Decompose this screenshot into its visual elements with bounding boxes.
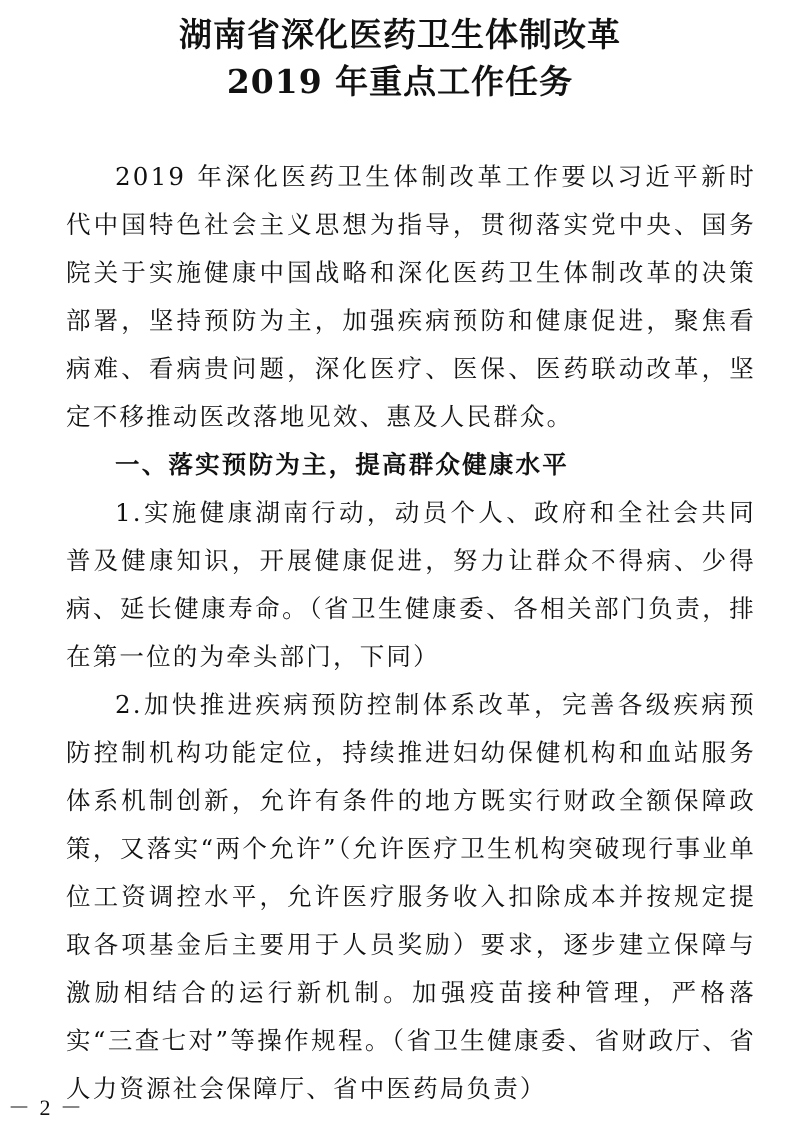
intro-paragraph: 2019 年深化医药卫生体制改革工作要以习近平新时代中国特色社会主义思想为指导，贯彻落实党中央、国务院关于实施健康中国战略和深化医药卫生体制改革的决策部署，坚持预防为主，加强疾病预防和健康促进，聚焦看病难、看病贵问题，深化医疗、医保、医药联动改革，坚定不移推动医改落地见效、惠及人民群众。 <box>66 162 756 431</box>
page-number: － 2 － <box>8 1095 85 1120</box>
document-title-line-1: 湖南省深化医药卫生体制改革 <box>179 15 621 54</box>
section-heading-1: 一、落实预防为主，提高群众健康水平 <box>115 450 569 479</box>
task-item-1: 1.实施健康湖南行动，动员个人、政府和全社会共同普及健康知识，开展健康促进，努力让群众不得病、少得病、延长健康寿命。（省卫生健康委、各相关部门负责，排在第一位的为牵头部门，下同） <box>66 498 756 671</box>
document-body <box>66 153 756 1113</box>
task-item-2: 2.加快推进疾病预防控制体系改革，完善各级疾病预防控制机构功能定位，持续推进妇幼保健机构和血站服务体系机制创新，允许有条件的地方既实行财政全额保障政策，又落实“两个允许”（允许医疗卫生机构突破现行事业单位工资调控水平，允许医疗服务收入扣除成本并按规定提取各项基金后主要用于人员奖励）要求，逐步建立保障与激励相结合的运行新机制。加强疫苗接种管理，严格落实“三查七对”等操作规程。（省卫生健康委、省财政厅、省人力资源社会保障厅、省中医药局负责） <box>66 690 756 1103</box>
document-title-line-2: 2019 年重点工作任务 <box>226 62 574 101</box>
